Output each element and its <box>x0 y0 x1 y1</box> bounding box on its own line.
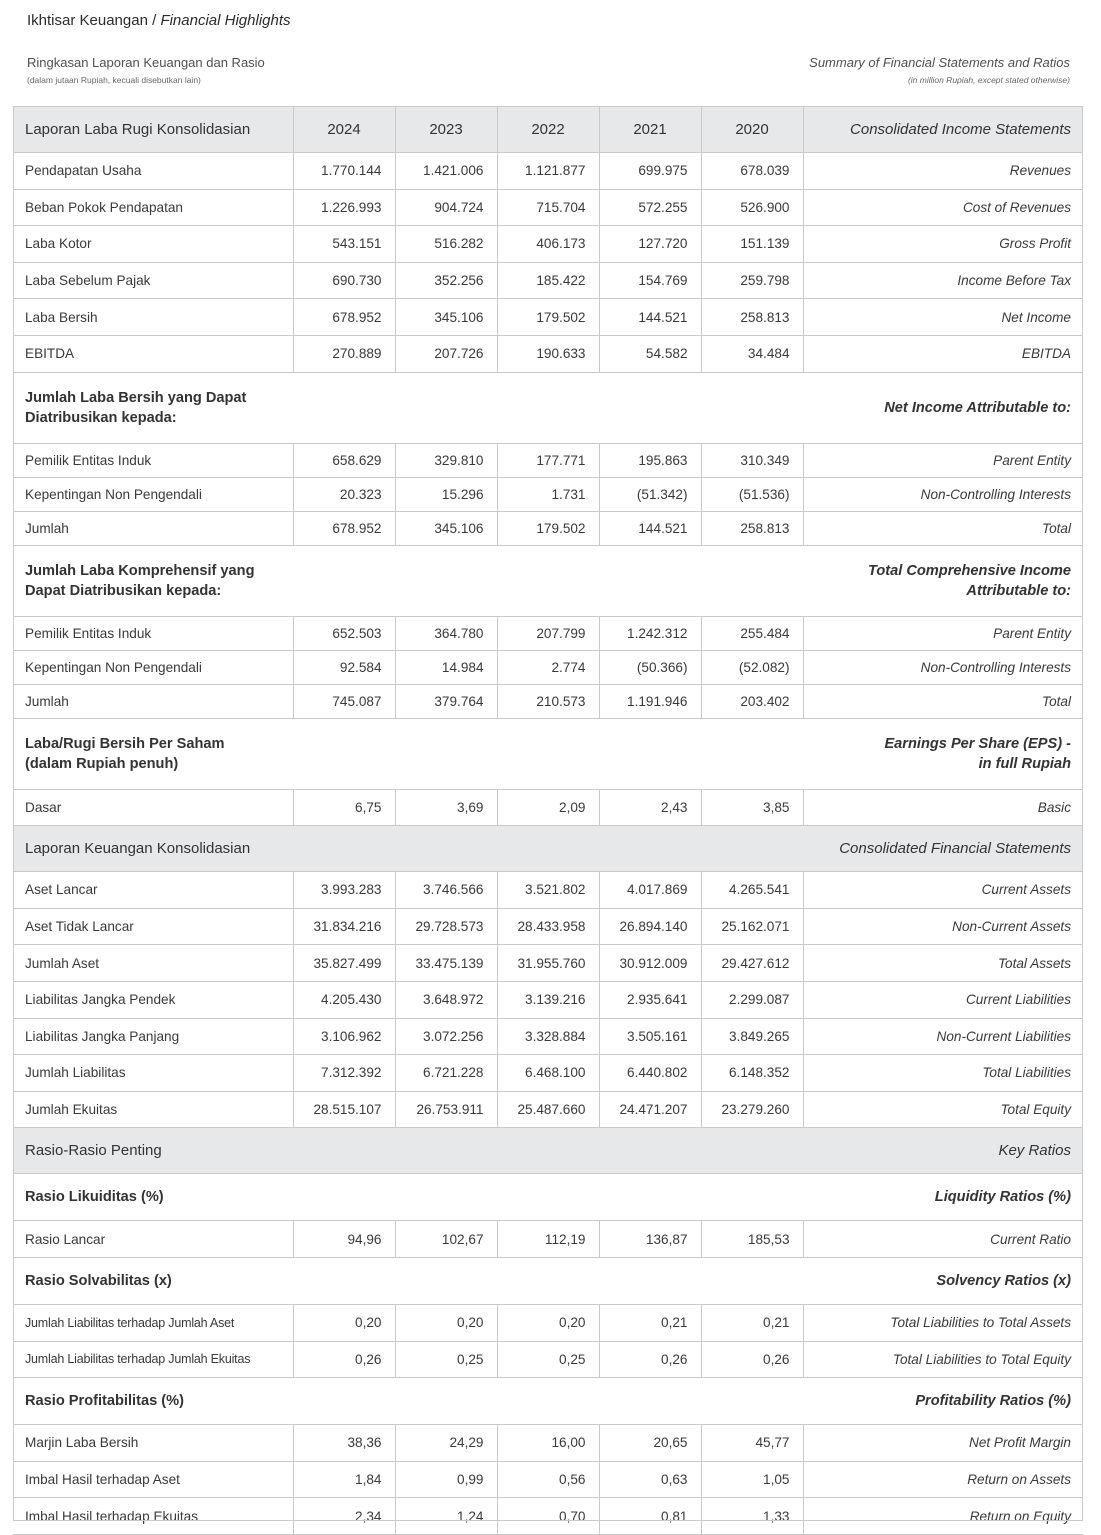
section-key-ratios-spacer <box>497 1128 701 1174</box>
row-label-en: Total <box>803 684 1083 718</box>
row-label-en: Total Equity <box>803 1091 1083 1128</box>
section-comprehensive-attributable <box>13 545 1083 616</box>
row-label-id: Rasio Lancar <box>13 1221 293 1258</box>
section-liquidity-id <box>13 1174 497 1221</box>
row-value: 3.746.566 <box>395 872 497 909</box>
title-separator: / <box>147 12 161 29</box>
section-financial-statements-en-line: Consolidated Financial Statements <box>839 840 1071 858</box>
section-net-attributable-id-line: Jumlah Laba Bersih yang Dapat <box>25 389 247 406</box>
row-value: 15.296 <box>395 477 497 511</box>
row-value: 658.629 <box>293 443 395 477</box>
table-row <box>13 335 1083 372</box>
section-profitability-en-line: Profitability Ratios (%) <box>915 1393 1071 1410</box>
row-value: 0,26 <box>293 1341 395 1378</box>
row-value: 1.731 <box>497 477 599 511</box>
row-label-en: Current Ratio <box>803 1221 1083 1258</box>
row-label-en: Total Liabilities to Total Equity <box>803 1341 1083 1378</box>
section-comprehensive-attributable-en <box>701 545 1083 616</box>
row-value: 6.721.228 <box>395 1055 497 1092</box>
table-row <box>13 872 1083 909</box>
section-solvency-id-line: Rasio Solvabilitas (x) <box>25 1272 172 1289</box>
row-value: 207.799 <box>497 616 599 650</box>
row-label-en: Non-Controlling Interests <box>803 650 1083 684</box>
row-value: 364.780 <box>395 616 497 650</box>
section-profitability <box>13 1378 1083 1425</box>
row-label-en: Current Liabilities <box>803 981 1083 1018</box>
row-label-id: Liabilitas Jangka Pendek <box>13 981 293 1018</box>
table-row <box>13 1018 1083 1055</box>
row-value: 144.521 <box>599 299 701 336</box>
section-financial-statements-en <box>701 826 1083 872</box>
header-year: 2023 <box>395 107 497 153</box>
table-row <box>13 1341 1083 1378</box>
section-eps-en-line: Earnings Per Share (EPS) - <box>884 735 1071 752</box>
row-value: 112,19 <box>497 1221 599 1258</box>
row-value: 0,70 <box>497 1498 599 1535</box>
row-value: 406.173 <box>497 226 599 263</box>
row-value: 92.584 <box>293 650 395 684</box>
section-eps-id-line: Laba/Rugi Bersih Per Saham <box>25 735 225 752</box>
table-row <box>13 1425 1083 1462</box>
row-value: 45,77 <box>701 1425 803 1462</box>
row-label-id: Imbal Hasil terhadap Ekuitas <box>13 1498 293 1535</box>
row-label-en: Net Income <box>803 299 1083 336</box>
row-value: 0,81 <box>599 1498 701 1535</box>
section-key-ratios-id-line: Rasio-Rasio Penting <box>25 1142 162 1160</box>
row-value: (50.366) <box>599 650 701 684</box>
row-value: 2.299.087 <box>701 981 803 1018</box>
row-label-id: Beban Pokok Pendapatan <box>13 189 293 226</box>
row-value: (52.082) <box>701 650 803 684</box>
row-value: 715.704 <box>497 189 599 226</box>
row-value: 207.726 <box>395 335 497 372</box>
row-value: 2,34 <box>293 1498 395 1535</box>
row-value: 543.151 <box>293 226 395 263</box>
row-value: 1.770.144 <box>293 153 395 190</box>
section-liquidity-id-line: Rasio Likuiditas (%) <box>25 1189 164 1206</box>
row-value: 1,05 <box>701 1461 803 1498</box>
row-value: 745.087 <box>293 684 395 718</box>
row-value: 179.502 <box>497 511 599 545</box>
row-value: 0,25 <box>497 1341 599 1378</box>
row-value: 16,00 <box>497 1425 599 1462</box>
row-value: 0,26 <box>701 1341 803 1378</box>
section-financial-statements-id <box>13 826 497 872</box>
row-value: 29.728.573 <box>395 908 497 945</box>
subtitle-en: Summary of Financial Statements and Ratios <box>809 55 1070 70</box>
section-financial-statements-id-line: Laporan Keuangan Konsolidasian <box>25 840 251 858</box>
row-value: 154.769 <box>599 262 701 299</box>
row-value: 2.935.641 <box>599 981 701 1018</box>
header-year: 2024 <box>293 107 395 153</box>
row-value: 7.312.392 <box>293 1055 395 1092</box>
row-label-en: Non-Current Assets <box>803 908 1083 945</box>
row-value: 678.952 <box>293 299 395 336</box>
row-value: 379.764 <box>395 684 497 718</box>
row-label-id: Pemilik Entitas Induk <box>13 616 293 650</box>
table-row <box>13 511 1083 545</box>
row-label-id: Jumlah Aset <box>13 945 293 982</box>
row-value: 3.648.972 <box>395 981 497 1018</box>
row-value: 1,24 <box>395 1498 497 1535</box>
row-label-en: Cost of Revenues <box>803 189 1083 226</box>
row-label-id: Liabilitas Jangka Panjang <box>13 1018 293 1055</box>
row-value: 136,87 <box>599 1221 701 1258</box>
row-value: 0,20 <box>497 1304 599 1341</box>
row-value: 352.256 <box>395 262 497 299</box>
row-value: 904.724 <box>395 189 497 226</box>
row-value: 2,09 <box>497 789 599 826</box>
row-label-id: Jumlah <box>13 684 293 718</box>
row-label-id: Kepentingan Non Pengendali <box>13 477 293 511</box>
section-comprehensive-attributable-en-line: Total Comprehensive Income <box>867 562 1071 579</box>
row-value: 329.810 <box>395 443 497 477</box>
row-value: 30.912.009 <box>599 945 701 982</box>
table-row <box>13 1461 1083 1498</box>
row-value: (51.536) <box>701 477 803 511</box>
row-value: 0,26 <box>599 1341 701 1378</box>
row-value: 0,25 <box>395 1341 497 1378</box>
row-value: 3.139.216 <box>497 981 599 1018</box>
row-value: 6.440.802 <box>599 1055 701 1092</box>
section-key-ratios-en <box>701 1128 1083 1174</box>
row-value: 255.484 <box>701 616 803 650</box>
table-row <box>13 1221 1083 1258</box>
table-row <box>13 945 1083 982</box>
section-liquidity <box>13 1174 1083 1221</box>
row-value: 94,96 <box>293 1221 395 1258</box>
table-row <box>13 443 1083 477</box>
row-label-en: Current Assets <box>803 872 1083 909</box>
table-row <box>13 1091 1083 1128</box>
section-profitability-id <box>13 1378 497 1425</box>
row-value: 4.205.430 <box>293 981 395 1018</box>
row-label-id: Laba Kotor <box>13 226 293 263</box>
row-label-id: Pendapatan Usaha <box>13 153 293 190</box>
section-key-ratios-en-line: Key Ratios <box>998 1142 1071 1160</box>
row-label-en: Basic <box>803 789 1083 826</box>
row-value: 3,69 <box>395 789 497 826</box>
row-value: 23.279.260 <box>701 1091 803 1128</box>
row-value: 3.328.884 <box>497 1018 599 1055</box>
row-label-id: Laba Sebelum Pajak <box>13 262 293 299</box>
section-comprehensive-attributable-id-line: Dapat Diatribusikan kepada: <box>25 582 222 599</box>
row-label-en: Total Liabilities <box>803 1055 1083 1092</box>
row-value: 526.900 <box>701 189 803 226</box>
row-value: 31.955.760 <box>497 945 599 982</box>
row-value: 1.121.877 <box>497 153 599 190</box>
section-net-attributable-en-line: Net Income Attributable to: <box>884 399 1071 416</box>
row-value: 33.475.139 <box>395 945 497 982</box>
table-row <box>13 262 1083 299</box>
row-value: 31.834.216 <box>293 908 395 945</box>
table-row <box>13 1498 1083 1535</box>
row-label-en: Return on Assets <box>803 1461 1083 1498</box>
section-comprehensive-attributable-en-line: Attributable to: <box>966 582 1071 599</box>
row-label-en: Net Profit Margin <box>803 1425 1083 1462</box>
row-value: 185,53 <box>701 1221 803 1258</box>
row-value: 195.863 <box>599 443 701 477</box>
row-label-id: EBITDA <box>13 335 293 372</box>
section-financial-statements-spacer <box>497 826 701 872</box>
section-key-ratios <box>13 1128 1083 1174</box>
section-profitability-en <box>701 1378 1083 1425</box>
row-value: 516.282 <box>395 226 497 263</box>
row-value: 25.487.660 <box>497 1091 599 1128</box>
row-value: 258.813 <box>701 299 803 336</box>
row-value: 3.993.283 <box>293 872 395 909</box>
row-value: 0,63 <box>599 1461 701 1498</box>
header-year: 2020 <box>701 107 803 153</box>
row-label-id: Jumlah Liabilitas terhadap Jumlah Aset <box>13 1304 293 1341</box>
row-value: 3.849.265 <box>701 1018 803 1055</box>
section-eps-id <box>13 718 497 789</box>
row-value: 151.139 <box>701 226 803 263</box>
row-label-id: Kepentingan Non Pengendali <box>13 650 293 684</box>
row-value: 258.813 <box>701 511 803 545</box>
section-eps-id-line: (dalam Rupiah penuh) <box>25 755 179 772</box>
table-row <box>13 1055 1083 1092</box>
table-row <box>13 908 1083 945</box>
financial-highlights-table <box>13 106 1083 1535</box>
table-row <box>13 153 1083 190</box>
row-label-en: Gross Profit <box>803 226 1083 263</box>
row-value: 28.515.107 <box>293 1091 395 1128</box>
row-value: 35.827.499 <box>293 945 395 982</box>
row-value: 54.582 <box>599 335 701 372</box>
section-net-attributable <box>13 372 1083 443</box>
row-value: 179.502 <box>497 299 599 336</box>
section-eps <box>13 718 1083 789</box>
row-value: 0,56 <box>497 1461 599 1498</box>
row-value: 190.633 <box>497 335 599 372</box>
row-value: 678.952 <box>293 511 395 545</box>
row-value: 690.730 <box>293 262 395 299</box>
row-value: 6.468.100 <box>497 1055 599 1092</box>
row-value: 20,65 <box>599 1425 701 1462</box>
row-value: 3.521.802 <box>497 872 599 909</box>
section-liquidity-en-line: Liquidity Ratios (%) <box>934 1189 1071 1206</box>
row-label-id: Laba Bersih <box>13 299 293 336</box>
row-value: 699.975 <box>599 153 701 190</box>
row-value: 652.503 <box>293 616 395 650</box>
row-label-id: Pemilik Entitas Induk <box>13 443 293 477</box>
row-label-id: Imbal Hasil terhadap Aset <box>13 1461 293 1498</box>
row-value: 24,29 <box>395 1425 497 1462</box>
section-net-attributable-id-line: Diatribusikan kepada: <box>25 409 177 426</box>
row-label-id: Jumlah Ekuitas <box>13 1091 293 1128</box>
table-row <box>13 226 1083 263</box>
section-net-attributable-en <box>701 372 1083 443</box>
section-liquidity-spacer <box>497 1174 701 1221</box>
section-eps-en <box>701 718 1083 789</box>
row-value: 2.774 <box>497 650 599 684</box>
row-label-id: Aset Tidak Lancar <box>13 908 293 945</box>
section-solvency <box>13 1257 1083 1304</box>
subtitle-en-note: (in million Rupiah, except stated otherwise) <box>907 75 1070 85</box>
table-row <box>13 616 1083 650</box>
section-eps-spacer <box>497 718 701 789</box>
row-value: 34.484 <box>701 335 803 372</box>
section-net-attributable-spacer <box>497 372 701 443</box>
row-label-en: Parent Entity <box>803 443 1083 477</box>
section-key-ratios-id <box>13 1128 497 1174</box>
table-row <box>13 789 1083 826</box>
row-value: 345.106 <box>395 299 497 336</box>
table-row <box>13 1304 1083 1341</box>
row-value: 20.323 <box>293 477 395 511</box>
row-label-en: Total Liabilities to Total Assets <box>803 1304 1083 1341</box>
table-row <box>13 981 1083 1018</box>
section-eps-en-line: in full Rupiah <box>978 755 1071 772</box>
subtitle-id-note: (dalam jutaan Rupiah, kecuali disebutkan lain) <box>27 75 201 85</box>
row-value: 177.771 <box>497 443 599 477</box>
row-value: 0,20 <box>395 1304 497 1341</box>
row-value: 28.433.958 <box>497 908 599 945</box>
row-value: 4.017.869 <box>599 872 701 909</box>
section-profitability-id-line: Rasio Profitabilitas (%) <box>25 1393 184 1410</box>
row-label-id: Aset Lancar <box>13 872 293 909</box>
section-solvency-en-line: Solvency Ratios (x) <box>936 1272 1071 1289</box>
row-value: 127.720 <box>599 226 701 263</box>
title-id: Ikhtisar Keuangan <box>27 12 148 29</box>
header-label-en: Consolidated Income Statements <box>803 107 1083 153</box>
row-value: 0,99 <box>395 1461 497 1498</box>
row-value: 2,43 <box>599 789 701 826</box>
row-value: 24.471.207 <box>599 1091 701 1128</box>
row-value: 1.226.993 <box>293 189 395 226</box>
row-label-en: Non-Current Liabilities <box>803 1018 1083 1055</box>
row-value: 3.072.256 <box>395 1018 497 1055</box>
row-value: 1,84 <box>293 1461 395 1498</box>
row-label-id: Jumlah Liabilitas <box>13 1055 293 1092</box>
row-value: 572.255 <box>599 189 701 226</box>
row-value: 270.889 <box>293 335 395 372</box>
row-label-en: Income Before Tax <box>803 262 1083 299</box>
section-comprehensive-attributable-spacer <box>497 545 701 616</box>
row-value: 144.521 <box>599 511 701 545</box>
header-year: 2021 <box>599 107 701 153</box>
row-label-en: Total <box>803 511 1083 545</box>
row-value: 6.148.352 <box>701 1055 803 1092</box>
row-label-en: Parent Entity <box>803 616 1083 650</box>
section-comprehensive-attributable-id-line: Jumlah Laba Komprehensif yang <box>25 562 255 579</box>
section-net-attributable-id <box>13 372 497 443</box>
row-value: 1.191.946 <box>599 684 701 718</box>
row-value: 3.106.962 <box>293 1018 395 1055</box>
row-label-en: Revenues <box>803 153 1083 190</box>
row-label-en: Non-Controlling Interests <box>803 477 1083 511</box>
row-value: 310.349 <box>701 443 803 477</box>
row-value: 29.427.612 <box>701 945 803 982</box>
row-value: (51.342) <box>599 477 701 511</box>
row-label-en: Total Assets <box>803 945 1083 982</box>
row-value: 210.573 <box>497 684 599 718</box>
table-row <box>13 477 1083 511</box>
row-value: 26.753.911 <box>395 1091 497 1128</box>
row-value: 4.265.541 <box>701 872 803 909</box>
section-financial-statements <box>13 826 1083 872</box>
table-header-row <box>13 107 1083 153</box>
row-value: 203.402 <box>701 684 803 718</box>
header-year: 2022 <box>497 107 599 153</box>
row-label-id: Marjin Laba Bersih <box>13 1425 293 1462</box>
table-row <box>13 684 1083 718</box>
row-label-id: Dasar <box>13 789 293 826</box>
row-value: 1.242.312 <box>599 616 701 650</box>
title-en: Financial Highlights <box>160 12 291 29</box>
row-value: 1.421.006 <box>395 153 497 190</box>
header-label-id: Laporan Laba Rugi Konsolidasian <box>13 107 293 153</box>
row-value: 14.984 <box>395 650 497 684</box>
section-liquidity-en <box>701 1174 1083 1221</box>
row-value: 678.039 <box>701 153 803 190</box>
row-value: 345.106 <box>395 511 497 545</box>
row-value: 3,85 <box>701 789 803 826</box>
section-solvency-id <box>13 1257 497 1304</box>
row-value: 0,21 <box>599 1304 701 1341</box>
table-row <box>13 189 1083 226</box>
section-comprehensive-attributable-id <box>13 545 497 616</box>
row-value: 0,20 <box>293 1304 395 1341</box>
section-profitability-spacer <box>497 1378 701 1425</box>
row-value: 1,33 <box>701 1498 803 1535</box>
row-value: 25.162.071 <box>701 908 803 945</box>
row-value: 6,75 <box>293 789 395 826</box>
row-label-en: EBITDA <box>803 335 1083 372</box>
row-value: 185.422 <box>497 262 599 299</box>
row-label-id: Jumlah <box>13 511 293 545</box>
row-label-en: Return on Equity <box>803 1498 1083 1535</box>
row-value: 102,67 <box>395 1221 497 1258</box>
page-title <box>27 12 291 29</box>
row-value: 26.894.140 <box>599 908 701 945</box>
table-row <box>13 650 1083 684</box>
row-value: 0,21 <box>701 1304 803 1341</box>
section-solvency-en <box>701 1257 1083 1304</box>
section-solvency-spacer <box>497 1257 701 1304</box>
row-value: 38,36 <box>293 1425 395 1462</box>
table-row <box>13 299 1083 336</box>
row-label-id: Jumlah Liabilitas terhadap Jumlah Ekuitas <box>13 1341 293 1378</box>
row-value: 259.798 <box>701 262 803 299</box>
subtitle-id: Ringkasan Laporan Keuangan dan Rasio <box>27 55 265 70</box>
row-value: 3.505.161 <box>599 1018 701 1055</box>
table-body <box>13 107 1083 1535</box>
